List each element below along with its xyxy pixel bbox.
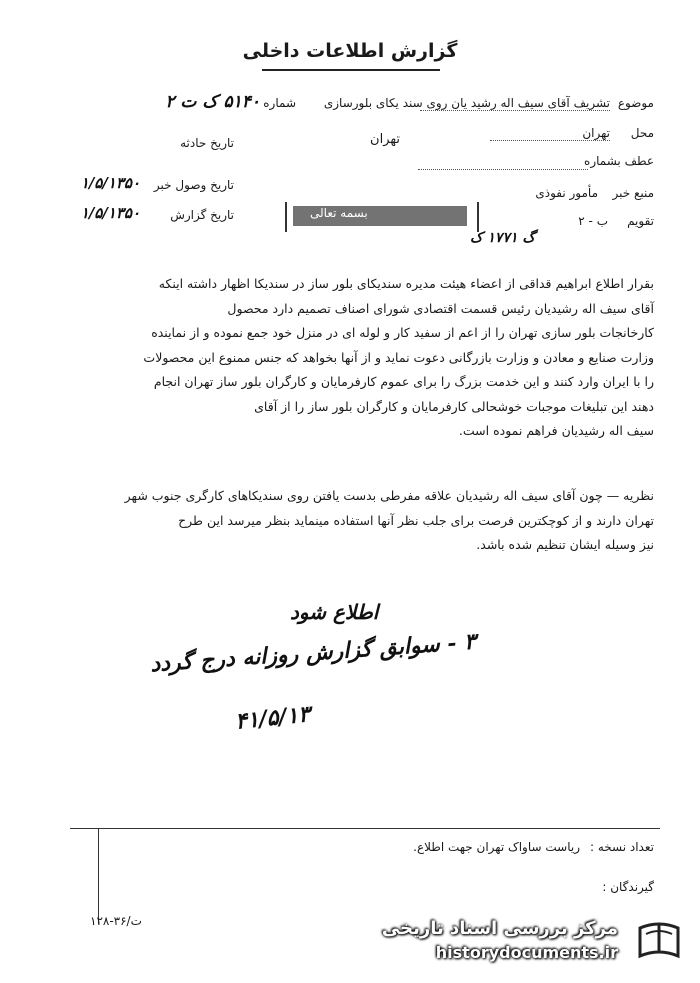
body-line: وزارت صنایع و معادن و وزارت بازرگانی دعوت نماید و از آنها بخواهد که جنس ممنوع این محصولات	[143, 349, 654, 365]
body-line: نیز وسیله ایشان تنظیم شده باشد.	[476, 537, 654, 552]
margin-note: گ ۱۷۷۱ ک	[470, 230, 535, 246]
incident-date-label: تاریخ حادثه	[180, 136, 234, 150]
logo-name: مرکز بررسی اسناد تاریخی	[381, 918, 618, 939]
subject-value: تشریف آقای سیف اله رشید یان روی سند یکای بلورسازی	[323, 96, 610, 110]
body-line: سیف اله رشیدیان فراهم نموده است.	[458, 423, 654, 438]
location-value: تهران	[490, 126, 610, 141]
received-date-value: ۱/۵/۱۳۵۰	[80, 174, 140, 192]
number-value: ۵۱۴۰ ک ت ۲	[165, 92, 260, 112]
title-underline	[262, 69, 440, 71]
body-line: را با ایران وارد کنند و این خدمت بزرگ را برای عموم کارفرمایان و کارگران بلور ساز تهران انجام	[153, 374, 654, 389]
report-date-value: ۱/۵/۱۳۵۰	[80, 204, 140, 222]
received-date-label: تاریخ وصول خبر	[153, 178, 234, 192]
body-line: کارخانجات بلور سازی تهران را از اعم از سفید کار و لوله ای در منزل خود جمع نموده و از نماینده	[151, 325, 654, 340]
body-line: آقای سیف اله رشیدیان رئیس قسمت اقتصادی شورای اصناف تصمیم دارد محصول	[227, 300, 654, 316]
copies-label: تعداد نسخه :	[589, 840, 654, 854]
stamp-text: بسمه تعالی	[310, 206, 368, 220]
report-body-paragraph-1	[54, 272, 654, 444]
handwritten-date: ۴۱/۵/۱۳	[233, 701, 312, 735]
copies-value: ریاست ساواک تهران جهت اطلاع.	[413, 840, 580, 854]
location-label: محل	[630, 126, 654, 140]
book-emblem-icon	[634, 916, 684, 966]
document-code: ۱۲۸-۳۶/ت	[90, 914, 142, 928]
body-line: نظریه — چون آقای سیف اله رشیدیان علاقه مفرطی بدست یافتن روی سندیکاهای کارگری جنوب شهر	[124, 488, 654, 503]
handwritten-note-line-1: اطلاع شود	[290, 600, 379, 624]
evaluation-value: ب - ۲	[578, 214, 608, 228]
ref-dots	[418, 168, 588, 170]
report-date-label: تاریخ گزارش	[170, 208, 234, 222]
body-line: تهران دارند و از کوچکترین فرصت برای جلب نظر آنها استفاده مینماید بنظر میرسد این طرح	[178, 512, 654, 528]
body-line: دهند این تبلیغات موجبات خوشحالی کارفرمایان و کارگران بلور ساز را از آقای	[254, 398, 654, 414]
source-label: منبع خبر	[612, 186, 654, 200]
document-title: گزارش اطلاعات داخلی	[242, 40, 458, 62]
body-line: بقرار اطلاع ابراهیم قداقی از اعضاء هیئت مدیره سندیکای بلور ساز در سندیکا اظهار داشته اینکه	[158, 276, 654, 291]
logo-url: historydocuments.ir	[435, 943, 618, 962]
report-body-paragraph-2	[54, 484, 654, 558]
location-extra: تهران	[370, 132, 400, 147]
footer-vertical-rule	[98, 828, 99, 924]
number-label: شماره	[263, 96, 296, 110]
source-value: مأمور نفوذی	[535, 186, 598, 200]
evaluation-label: تقویم	[627, 214, 654, 228]
subject-label: موضوع	[617, 96, 654, 110]
handwritten-note-line-2: ۳ - سوابق گزارش روزانه درج گردد	[149, 628, 477, 678]
ref-label: عطف بشماره	[584, 154, 654, 168]
recipients-label: گیرندگان :	[602, 880, 654, 894]
footer-separator	[70, 828, 660, 829]
